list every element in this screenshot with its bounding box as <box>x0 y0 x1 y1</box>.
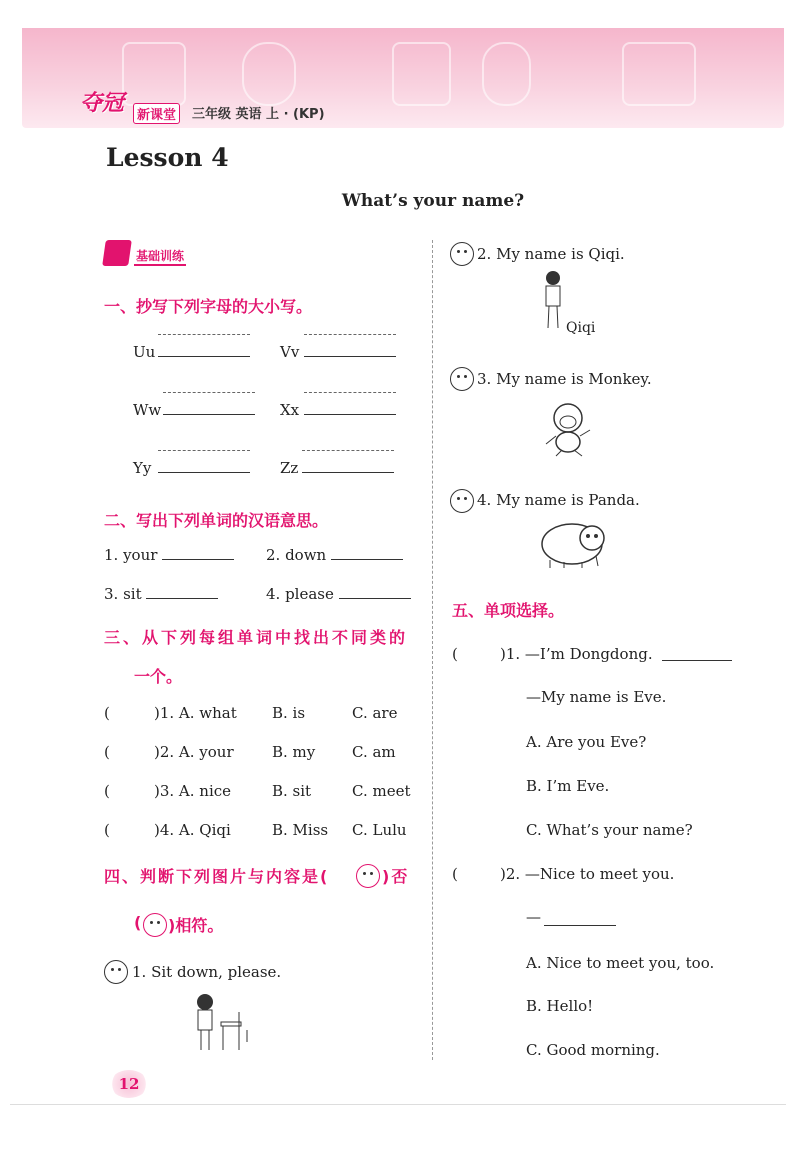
paren: ( <box>104 782 110 800</box>
judge-item: 2. My name is Qiqi. <box>477 245 625 263</box>
paren: ( <box>104 743 110 761</box>
banner-doodle <box>622 42 696 106</box>
writing-line[interactable] <box>302 472 394 473</box>
choice-a: )4. A. Qiqi <box>154 821 231 839</box>
letter-pair: Zz <box>280 459 299 477</box>
choice-b: B. sit <box>272 782 312 800</box>
word-item <box>266 585 411 603</box>
monkey-icon <box>538 400 602 458</box>
letter-pair: Uu <box>133 343 156 361</box>
word-item <box>104 546 234 564</box>
mc-option[interactable]: C. What’s your name? <box>526 821 693 839</box>
writing-guide <box>158 450 250 451</box>
section4-heading: 四、判断下列图片与内容是( <box>104 867 330 886</box>
letter-pair: Ww <box>133 401 162 419</box>
letter-pair: Yy <box>133 459 152 477</box>
writing-guide <box>304 334 396 335</box>
choice-c: C. are <box>352 704 398 722</box>
paren: ( <box>452 645 458 663</box>
choice-c: C. meet <box>352 782 411 800</box>
bear-icon <box>538 518 614 570</box>
writing-line[interactable] <box>304 414 396 415</box>
choice-c: C. Lulu <box>352 821 407 839</box>
word-label: 1. your <box>104 546 158 564</box>
mc-stem: )2. —Nice to meet you. <box>500 865 675 883</box>
mc-option[interactable]: C. Good morning. <box>526 1041 660 1059</box>
writing-guide <box>163 392 255 393</box>
writing-guide <box>302 450 394 451</box>
page-number: 12 <box>110 1070 148 1098</box>
answer-face-icon[interactable] <box>450 489 474 513</box>
answer-blank[interactable] <box>662 660 732 661</box>
banner-doodle <box>482 42 531 106</box>
writing-line[interactable] <box>158 472 250 473</box>
paren: ( <box>452 865 458 883</box>
answer-blank[interactable] <box>544 925 616 926</box>
mc-reply: —My name is Eve. <box>526 688 667 706</box>
paren: ( <box>104 821 110 839</box>
mc-option[interactable]: B. I’m Eve. <box>526 777 610 795</box>
logo: 夺冠 <box>80 91 125 116</box>
answer-face-icon[interactable] <box>450 242 474 266</box>
word-label: 4. please <box>266 585 334 603</box>
judge-item: 1. Sit down, please. <box>132 963 282 981</box>
letter-pair: Xx <box>280 401 300 419</box>
banner-doodle <box>392 42 451 106</box>
word-item <box>266 546 403 564</box>
choice-b: B. Miss <box>272 821 329 839</box>
section3-heading: 三、从下列每组单词中找出不同类的 <box>104 628 409 647</box>
mc-reply: — <box>526 908 541 926</box>
sad-face-icon <box>143 913 167 937</box>
choice-b: B. is <box>272 704 306 722</box>
mc-option[interactable]: A. Nice to meet you, too. <box>526 954 715 972</box>
footer-rule <box>10 1104 786 1105</box>
answer-face-icon[interactable] <box>450 367 474 391</box>
word-label: 3. sit <box>104 585 142 603</box>
banner-doodle <box>242 42 296 106</box>
answer-blank[interactable] <box>339 597 411 599</box>
writing-guide <box>304 392 396 393</box>
answer-blank[interactable] <box>162 558 234 560</box>
column-divider <box>432 240 433 1060</box>
mc-option[interactable]: B. Hello! <box>526 997 594 1015</box>
section3-heading-cont: 一个。 <box>134 667 183 686</box>
qiqi-caption: Qiqi <box>566 320 596 336</box>
letter-pair: Vv <box>280 343 300 361</box>
word-label: 2. down <box>266 546 327 564</box>
lesson-heading: Lesson 4 <box>106 143 229 172</box>
answer-blank[interactable] <box>146 597 218 599</box>
answer-face-icon[interactable] <box>104 960 128 984</box>
choice-b: B. my <box>272 743 316 761</box>
boy-standing-icon <box>195 992 255 1054</box>
banner-doodle <box>122 42 186 106</box>
judge-item: 4. My name is Panda. <box>477 491 640 509</box>
judge-item: 3. My name is Monkey. <box>477 370 652 388</box>
mc-stem: )1. —I’m Dongdong. <box>500 645 653 663</box>
choice-c: C. am <box>352 743 396 761</box>
writing-line[interactable] <box>163 414 255 415</box>
word-item <box>104 585 218 603</box>
section5-heading: 五、单项选择。 <box>452 601 565 620</box>
book-icon <box>102 240 132 266</box>
writing-line[interactable] <box>158 356 250 357</box>
writing-line[interactable] <box>304 356 396 357</box>
logo-sub: 新课堂 <box>133 103 180 124</box>
grade-info: 三年级 英语 上 · (KP) <box>192 107 325 122</box>
writing-guide <box>158 334 250 335</box>
mc-option[interactable]: A. Are you Eve? <box>526 733 647 751</box>
section4-heading-end: )否 <box>382 867 410 886</box>
choice-a: )2. A. your <box>154 743 234 761</box>
section4-paren: ( <box>134 913 142 932</box>
lesson-title: What’s your name? <box>341 191 525 211</box>
choice-a: )1. A. what <box>154 704 237 722</box>
choice-a: )3. A. nice <box>154 782 232 800</box>
training-label: 基础训练 <box>134 247 186 266</box>
paren: ( <box>104 704 110 722</box>
smiley-icon <box>356 864 380 888</box>
section4-heading-cont: )相符。 <box>168 916 224 935</box>
answer-blank[interactable] <box>331 558 403 560</box>
qiqi-figure-icon <box>540 270 566 332</box>
section1-heading: 一、抄写下列字母的大小写。 <box>104 297 313 316</box>
section2-heading: 二、写出下列单词的汉语意思。 <box>104 511 329 530</box>
